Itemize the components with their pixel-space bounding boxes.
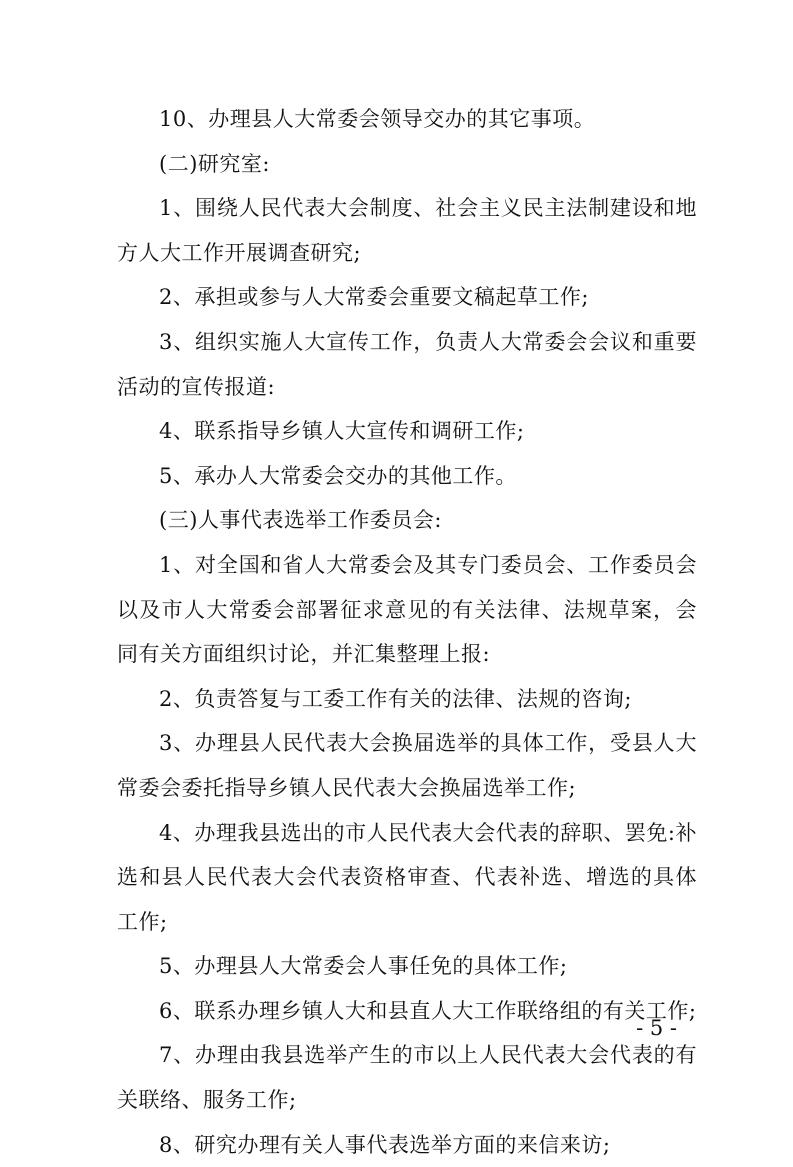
section-heading-personnel-committee: (三)人事代表选举工作委员会: <box>159 508 442 533</box>
paragraph-item-4: 4、联系指导乡镇人大宣传和调研工作; <box>159 419 525 444</box>
paragraph-item-3: 3、组织实施人大宣传工作，负责人大常委会会议和重要活动的宣传报道: <box>117 329 697 399</box>
paragraph-item-1: 1、围绕人民代表大会制度、社会主义民主法制建设和地方人大工作开展调查研究; <box>117 196 697 265</box>
document-body <box>117 97 697 1167</box>
paragraph-item-6: 6、联系办理乡镇人大和县直人大工作联络组的有关工作; <box>159 998 697 1023</box>
paragraph-item-2: 2、负责答复与工委工作有关的法律、法规的咨询; <box>159 686 632 711</box>
paragraph-item-10: 10、办理县人大常委会领导交办的其它事项。 <box>159 107 596 131</box>
paragraph-item-5: 5、办理县人大常委会人事任免的具体工作; <box>159 954 568 979</box>
paragraph-item-7: 7、办理由我县选举产生的市以上人民代表大会代表的有关联络、服务工作; <box>117 1043 697 1113</box>
paragraph-item-1: 1、对全国和省人大常委会及其专门委员会、工作委员会以及市人大常委会部署征求意见的有关法律、法规草案，会同有关方面组织讨论，并汇集整理上报: <box>117 552 697 667</box>
paragraph-item-2: 2、承担或参与人大常委会重要文稿起草工作; <box>159 285 589 310</box>
paragraph-item-8: 8、研究办理有关人事代表选举方面的来信来访; <box>159 1132 611 1157</box>
page-number: - 5 - <box>636 1016 677 1040</box>
section-heading-research-office: (二)研究室: <box>159 151 270 176</box>
paragraph-item-4: 4、办理我县选出的市人民代表大会代表的辞职、罢免:补选和县人民代表大会代表资格审查、代表补选、增选的具体工作; <box>117 820 697 934</box>
paragraph-item-5: 5、承办人大常委会交办的其他工作。 <box>159 463 517 488</box>
paragraph-item-3: 3、办理县人民代表大会换届选举的具体工作，受县人大常委会委托指导乡镇人民代表大会换届选举工作; <box>117 731 697 800</box>
